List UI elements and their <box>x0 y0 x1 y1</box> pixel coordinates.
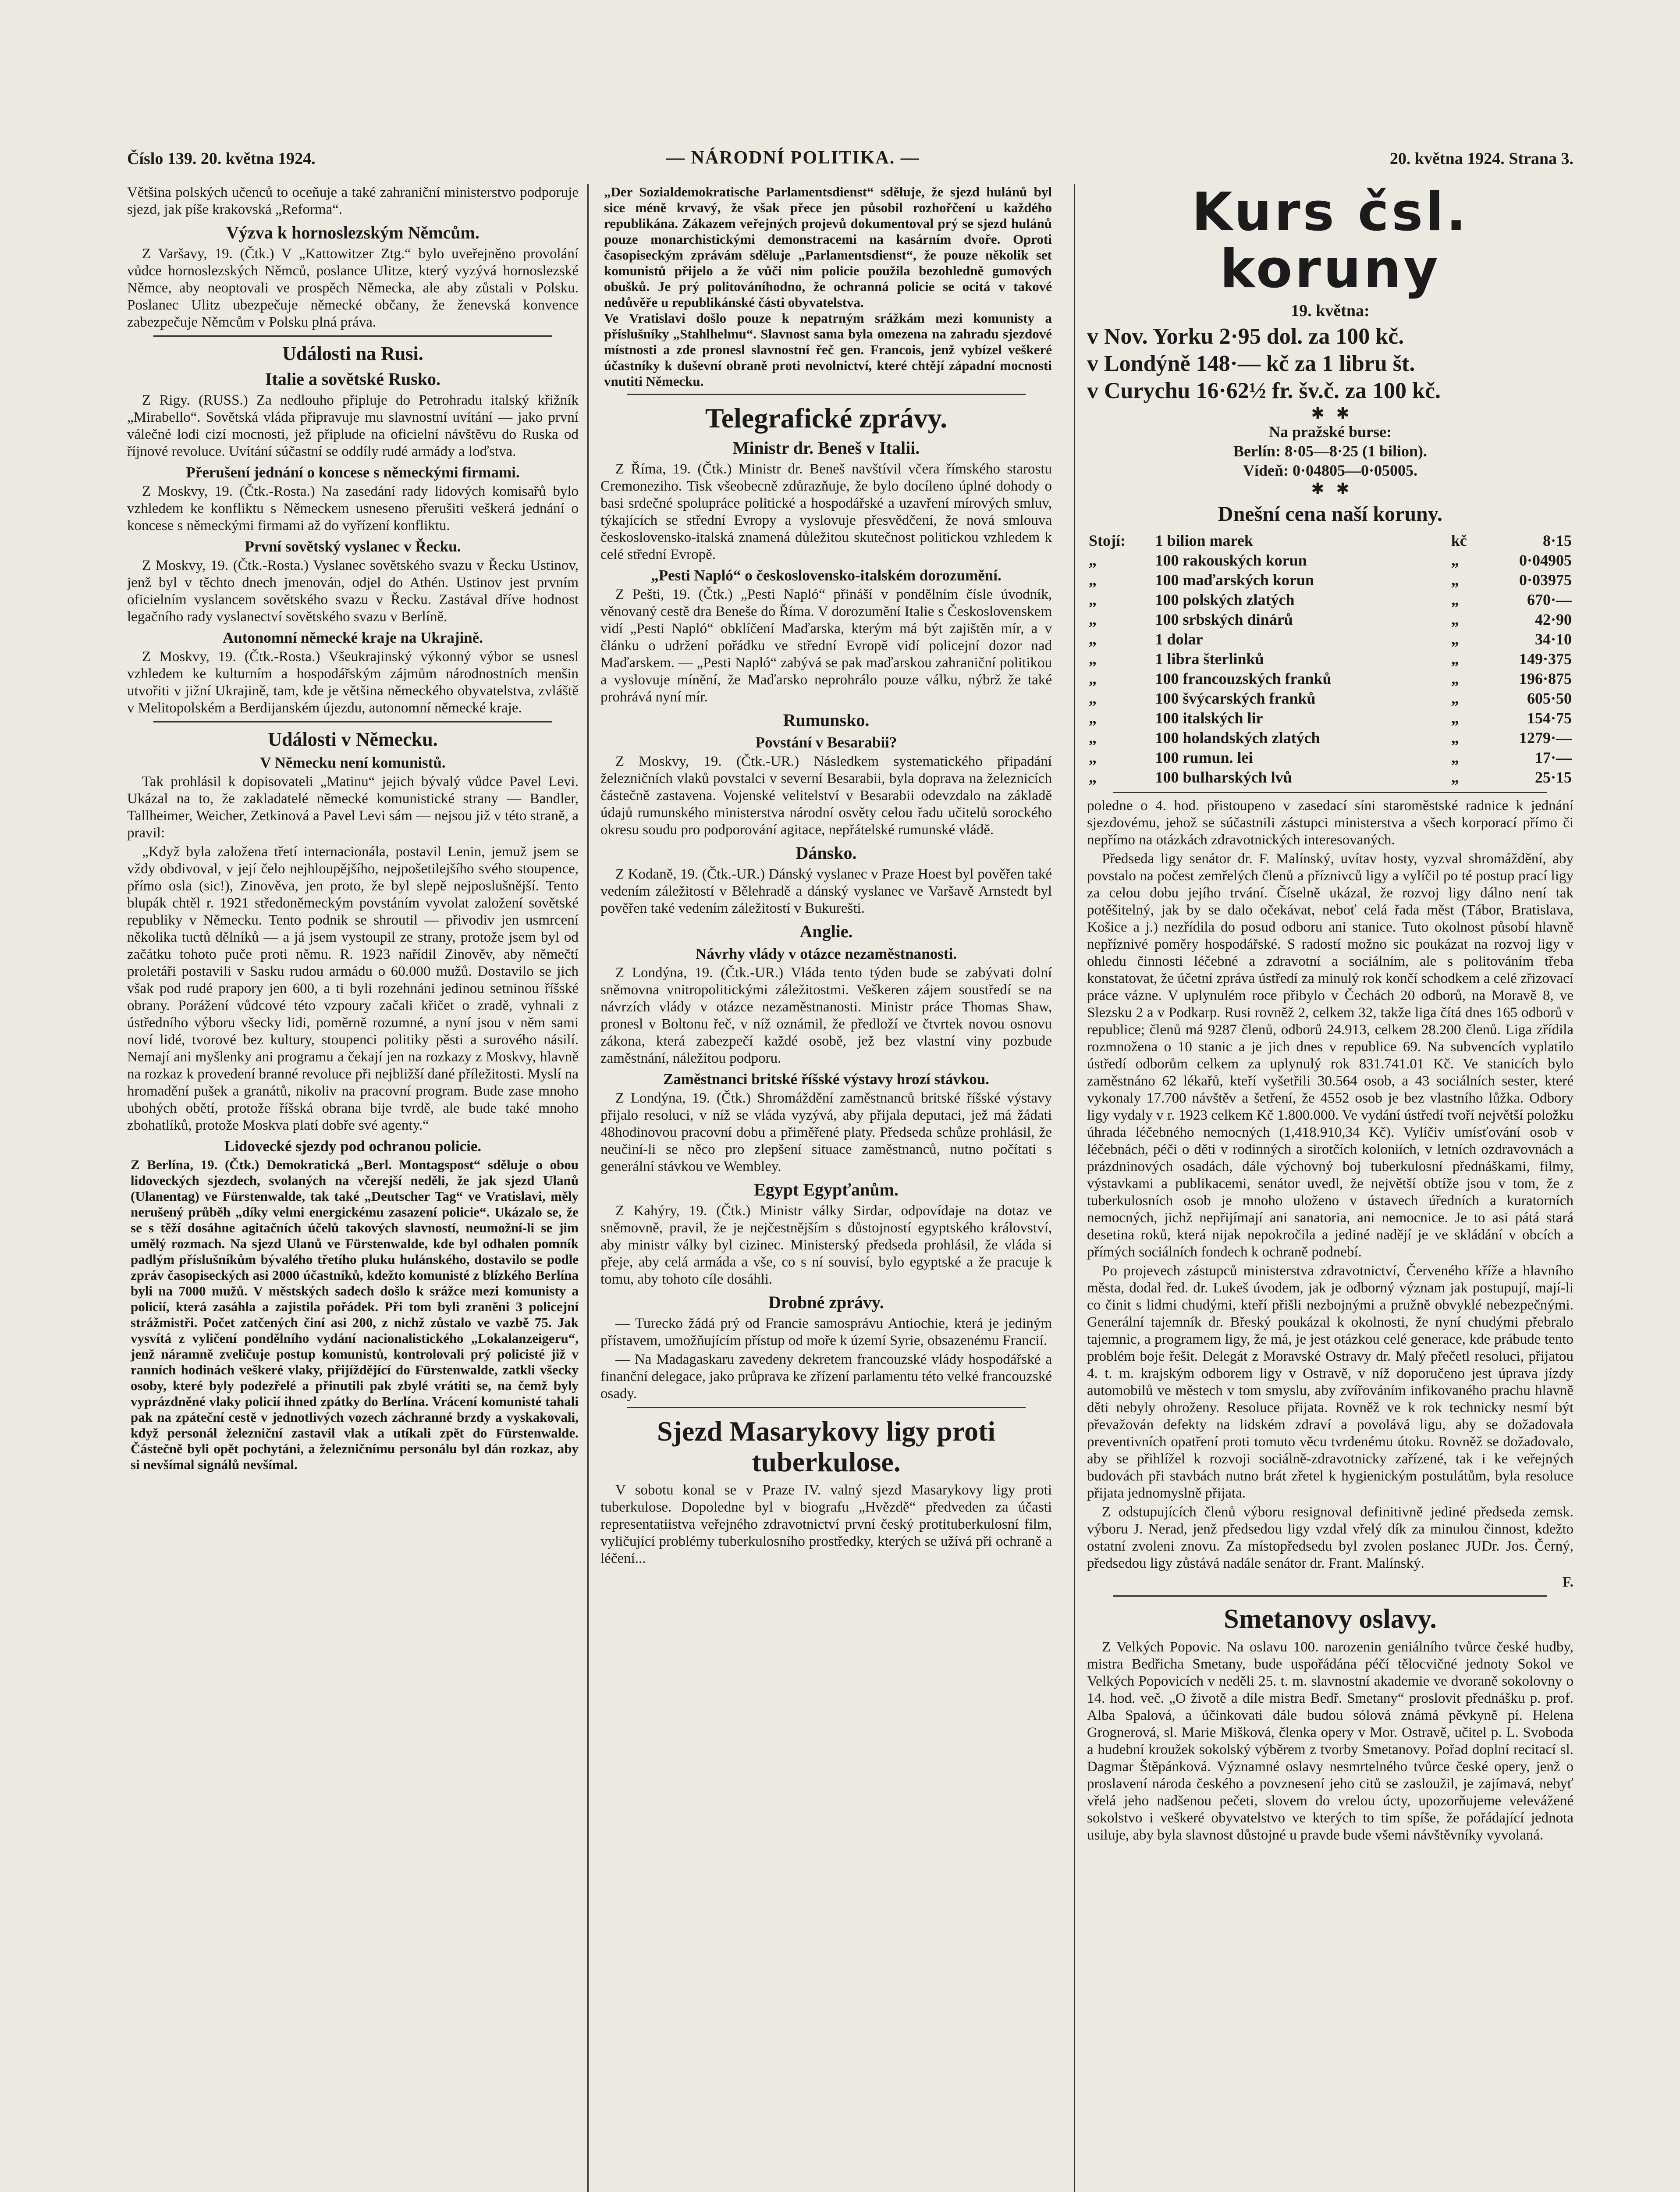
section-headline: Sjezd Masarykovy ligy proti tuberkulose. <box>657 1416 996 1477</box>
signature: F. <box>1562 1574 1573 1590</box>
rate-value: 0·03975 <box>1519 571 1572 589</box>
headline: Povstání v Besarabii? <box>755 734 897 751</box>
rate-unit: kč <box>1451 532 1467 549</box>
divider <box>1113 792 1547 793</box>
rate-row <box>1087 649 1573 669</box>
rate-row <box>1087 768 1573 787</box>
rate-prefix: Stojí: <box>1089 532 1126 549</box>
exchange-date: 19. května: <box>1291 302 1370 320</box>
bourse-vienna: Vídeň: 0·04805—0·05005. <box>1243 462 1418 479</box>
rate-value: 0·04905 <box>1519 552 1572 569</box>
headline: Autonomní německé kraje na Ukrajině. <box>223 629 483 646</box>
rate-currency: 100 italských lir <box>1155 709 1263 727</box>
paragraph: Z Londýna, 19. (Čtk.) Shromáždění zaměstnanců britské říšské výstavy přijalo resoluci, v níž se vláda vyzývá, aby přijala deputaci, jež má žádati 48hodinovou pracovní dobu a přiměřené platy. Předseda schůze prohlásil, že neučiní-li se něco pro zlepšení situace zaměstnanců, nutno počítati s generální stávkou ve Wembley. <box>600 1090 1052 1174</box>
rate-prefix: „ <box>1089 630 1097 648</box>
rate-currency: 100 francouzských franků <box>1155 670 1332 687</box>
paragraph: — Na Madagaskaru zavedeny dekretem francouzské vlády hospodářské a finanční delegace, jako průprava ke zřízení parlamentu této velké francouzské osady. <box>600 1352 1052 1402</box>
paragraph: Z Londýna, 19. (Čtk.-UR.) Vláda tento týden bude se zabývati dolní sněmovna vnitropolitickými záležitostmi. Veškeren zájem soustředí se na návrzích vlády v otázce nezaměstnanosti. Ministr práce Thomas Shaw, pronesl v Boltonu řeč, v níž oznámil, že předloží ve čtvrtek novou osnovu zákona, která zabezpečí každé osobě, jež bez vlastní viny pozbude zaměstnání, náležitou podporu. <box>600 965 1052 1066</box>
section-headline: Rumunsko. <box>783 710 870 730</box>
paragraph: Z Kodaně, 19. (Čtk.-UR.) Dánský vyslanec v Praze Hoest byl pověřen také vedením záležitostí v Bělehradě a dánský vyslanec ve Varšavě Arnstedt byl pověřen také vedením záležitostí v Bukurešti. <box>600 866 1052 916</box>
star-ornament: ✱ ✱ <box>1311 405 1350 422</box>
rate-value: 605·50 <box>1527 690 1572 707</box>
exchange-rate-ny: v Nov. Yorku 2·95 dol. za 100 kč. <box>1087 324 1404 349</box>
bourse-berlin: Berlín: 8·05—8·25 (1 bilion). <box>1233 442 1428 460</box>
paragraph: Předseda ligy senátor dr. F. Malínský, uvítav hosty, vyzval shromáždění, aby povstalo na počest zemřelých členů a příznivců ligy a vylíčil po té postup prací ligy za celou dobu jejího trvání. Číselně ukázal, že rozvoj ligy dálno není tak potěšitelný, jak by se dalo očekávat, neboť celá řada měst (Tábor, Bratislava, Košice a j.) nezřídila do posud odboru ani stanice. Tuto okolnost působí hlavně nepříznivé poměry hospodářské. S radostí možno sic poukázat na rozvoj ligy v ohledu činnosti léčebné a zdravotní a sociálním, ale s politováním třeba konstatovat, že účetní zpráva ústředí za minulý rok končí schodkem a celé zřizovací práce vázne. V uplynulém roce přibylo v Čechách 20 odborů, na Moravě 8, ve Slezsku 2 a v Podkarp. Rusi rovněž 2, celkem 32, takže liga čítá dnes 165 odborů v republice; členů má 9287 členů, odborů 24.913, celkem 28.200 členů. Liga zřídila rozmnožena o 10 stanic a je jich dnes v republice 69. Na subvencích vyplatilo ústředí odborům celkem za uplynulý rok 831.741.01 Kč. Ve stanicích bylo zaměstnáno 62 lékařů, kteří vyšetřili 30.564 osob, a 43 sociálních sester, které vykonaly 17.700 návštěv a šetření, že 4552 osob je bez vlastního lůžka. Odbory ligy vydaly v r. 1923 celkem Kč 1.800.000. Ve vydání ústředí tvoří největší položku úhrada léčebného nemocných (1,418.910,34 Kč). Vylíčiv umísťování osob v léčebnách, péči o děti v rodinných a sirotčích koloniích, v letních ozdravovnách a prázdninových osadách, dále výchovný boj tuberkulosní přednáškami, filmy, výstavkami a publikacemi, senátor uvedl, že největší obtíže jsou v tom, že z tuberkulosních osob je mnoho uloženo v ústavech úředních a kuratorních nemocných, jichž nepřijímají ani sanatoria, ani nemocnice. Je to asi pátá stará desetina roků, která nijak nepokročila a jediné nadějí je ve skládání v obcích a přímých sociálních fondech k ochraně podnebí. <box>1087 851 1573 1260</box>
section-headline: Egypt Egypťanům. <box>754 1180 899 1199</box>
section-headline: Telegrafické zprávy. <box>705 402 948 434</box>
rate-currency: 100 bulharských lvů <box>1155 769 1292 786</box>
paragraph: Po projevech zástupců ministerstva zdravotnictví, Červeného kříže a hlavního města, dodal řed. dr. Lukeš úvodem, jak je odborný význam jak postupují, mají-li co činit s lidmi chudými, kteří přišli nezbojnými a pružně obvyklé nebezpečnými. Generální tajemník dr. Břeský poukázal k okolnosti, že nyní chudými přebralo tajemnic, a programem ligy, že má, je jest otázkou celé generace, kde prábude tento problém boje řešit. Delegát z Moravské Ostravy dr. Malý přečetl resoluci, přijatou 4. t. m. krajským odborem ligy v Ostravě, v níž doporučeno jest úprava jízdy automobilů ve městech v tom smyslu, aby zvířováním infikovaného prachu hlavně děti nebyly ohroženy. Resoluce přijata. Rovněž ve k rok technicky nesmí být převažován defekty na lidském zdraví a povolává ligu, aby se dožadovala preventivních opatření proti tomuto věcu tvrdenému útoku. Rovněž se dožadovalo, aby se přihlížel k rozvoji sociálně-zdravotnicky zařízené, tak i ke veřejných budovách při stavbách nutno brát zřetel k hygienickým postulátům, byla resoluce přijata jednomyslně přijata. <box>1087 1263 1573 1501</box>
paragraph: Z Moskvy, 19. (Čtk.-Rosta.) Na zasedání rady lidových komisařů bylo vzhledem ke konfliktu s Německem usneseno přerušiti veškerá jednání o koncese s německými firmami až do vyřízení konfliktu. <box>127 484 579 534</box>
headline: „Pesti Napló“ o československo-italském dorozumění. <box>651 567 1002 584</box>
headline: V Německu není komunistů. <box>260 754 446 771</box>
paragraph: Tak prohlásil k dopisovateli „Matinu“ jejich bývalý vůdce Pavel Levi. Ukázal na to, že zakladatelé německé komunistické strany — Bandler, Tallheimer, Weicher, Zetkinová a Pavel Levi sám — nejsou již v této straně, a pravil: <box>127 774 579 841</box>
paragraph-bold: Ve Vratislavi došlo pouze k nepatrným srážkám mezi komunisty a příslušníky „Stahlhelmu“. Slavnost sama byla omezena na zahradu sjezdové místnosti a zde pronesl slavnostní řeč gen. Francois, jenž vybízel veškeré účastníky k duševní obraně proti nevolnictví, které chtějí západní mocnosti vnutiti Německu. <box>604 310 1052 389</box>
rate-row <box>1087 610 1573 630</box>
rate-prefix: „ <box>1089 690 1097 707</box>
rate-currency: 100 švýcarských franků <box>1155 690 1316 707</box>
rate-row <box>1087 728 1573 748</box>
rate-value: 8·15 <box>1542 532 1572 549</box>
rate-row <box>1087 748 1573 768</box>
issue-number: Číslo 139. 20. května 1924. <box>127 149 316 168</box>
bourse-title: Na pražské burse: <box>1269 423 1392 441</box>
rate-currency: 1 dolar <box>1155 630 1203 648</box>
column-divider <box>587 184 589 2192</box>
exchange-rate-zurich: v Curychu 16·62½ fr. šv.č. za 100 kč. <box>1087 378 1441 403</box>
divider <box>627 1407 1026 1408</box>
rate-prefix: „ <box>1089 611 1097 628</box>
section-headline: Události na Rusi. <box>282 343 423 364</box>
headline: Přerušení jednání o koncese s německými firmami. <box>186 464 520 481</box>
paragraph: Z Pešti, 19. (Čtk.) „Pesti Napló“ přináší v pondělním čísle úvodník, věnovaný cestě dra Beneše do Říma. V dorozumění Italie s Československem vidí „Pesti Napló“ obklíčení Maďarska, kterým má být zajištěn mír, a v článku o udržení pořádku ve střední Evropě vidí policejní dozor nad Maďarskem. — „Pesti Napló“ zabývá se pak maďarskou zahraniční politikou a vyslovuje mínění, že Maďarsko neprohrálo pouze válku, nýbrž že také prohrává nyní mír. <box>600 587 1052 705</box>
rate-unit: „ <box>1451 611 1459 628</box>
rate-prefix: „ <box>1089 709 1097 727</box>
paragraph: V sobotu konal se v Praze IV. valný sjezd Masarykovy ligy proti tuberkulose. Dopoledne byl v biografu „Hvězdě“ předveden za účasti representatiistva veřejného zdravotnictví první český protituberkulosní film, vyličující problémy tuberkulosního prostředky, kterých se užívá při ochraně a léčení... <box>600 1482 1052 1566</box>
rates-table <box>1087 531 1573 787</box>
rate-unit: „ <box>1451 571 1459 589</box>
section-headline: Drobné zprávy. <box>768 1292 884 1312</box>
rate-currency: 100 rakouských korun <box>1155 552 1307 569</box>
rate-prefix: „ <box>1089 749 1097 766</box>
column-1 <box>127 184 579 2192</box>
divider <box>153 335 552 337</box>
section-headline: Události v Německu. <box>268 729 438 750</box>
rate-prefix: „ <box>1089 591 1097 608</box>
paragraph: Z Rigy. (RUSS.) Za nedlouho připluje do Petrohradu italský křižník „Mirabello“. Sovětská vláda připravuje mu slavnostní uvítání — jako první válečné lodi cizí mocnosti, jež připlude na oficielní návštěvu do Ruska od říjnové revoluce. Uvítání súčastní se oddíly rudé armády a loďstva. <box>127 392 579 459</box>
rate-unit: „ <box>1451 670 1459 687</box>
rate-currency: 100 holandských zlatých <box>1155 729 1320 747</box>
rate-value: 34·10 <box>1534 630 1572 648</box>
rate-row <box>1087 590 1573 610</box>
rate-row <box>1087 689 1573 708</box>
rate-value: 670·— <box>1527 591 1572 608</box>
headline: Lidovecké sjezdy pod ochranou policie. <box>224 1138 482 1155</box>
rate-prefix: „ <box>1089 650 1097 668</box>
headline: Zaměstnanci britské říšské výstavy hrozí stávkou. <box>663 1071 990 1088</box>
paragraph-bold: Z Berlína, 19. (Čtk.) Demokratická „Berl. Montagspost“ sděluje o obou lidoveckých sjezdech, svolaných na včerejší neděli, že jak sjezd Ulanů (Ulanentag) ve Fürstenwalde, tak také „Deutscher Tag“ ve Vratislavi, měly nerušený průběh „díky velmi energickému zasazení policie“. Ukázalo se, že se s těží dosáhne agitačních účelů takových slavností, neumožní-li se jim umělý rozmach. Na sjezd Ulanů ve Fürstenwalde, kde byl odhalen pomník padlým příslušníkům bývalého třetího pluku hulánského, dostavilo se podle zpráv časopiseckých asi 2000 účastníků, kdežto komunisté z blízkého Berlína byli na 7000 mužů. V městských sadech došlo k srážce mezi komunisty a policií, která zasáhla a zajistila pořádek. Při tom byli zraněni 3 policejní strážmistři. Počet zatčených činí asi 200, z nichž zůstalo ve vazbě 75. Jak vysvítá z vyličení pondělního vydání nacionalistického „Lokalanzeigeru“, jenž náramně zveličuje postup komunistů, kontrolovali prý policisté již v ranních hodinách veškeré vlaky, přijíždějící do Fürstenwalde, zatkli všecky osoby, které byly podezřelé a přinutili pak zbylé vrátiti se, na čemž byly vyprázdněné vlaky policií ihned zpátky do Berlína. Vrácení komunisté tahali pak na zpáteční cestě v jednotlivých vozech záchranné brzdy a vyskakovali, když personál železniční zastavil vlak a utíkali zpět do Fürstenwalde. Částečně byli opět pochytáni, a železničnímu personálu byl dán rozkaz, aby si nevšímal signálů nevšímal. <box>131 1157 579 1472</box>
column-2 <box>600 184 1052 2192</box>
paragraph: Z Kahýry, 19. (Čtk.) Ministr války Sirdar, odpovídaje na dotaz ve sněmovně, pravil, že je nejčestnějším s důstojností egyptského království, aby ministr války byl cizinec. Ministerský předseda prohlásil, že vláda si přeje, aby celá armáda a vše, co s ní souvisí, bylo egyptské a že pracuje k tomu, aby tohoto cíle dosáhli. <box>600 1203 1052 1287</box>
headline: Návrhy vlády v otázce nezaměstnanosti. <box>696 945 957 962</box>
paragraph: Z Moskvy, 19. (Čtk.-Rosta.) Vyslanec sovětského svazu v Řecku Ustinov, jenž byl v těchto dnech jmenován, odjel do Athén. Ustinov jest prvním oficielním vyslancem sovětského svazu v Řecku. Zastával dříve hodnost legačního rady vyslanectví sovětského svazu v Berlíně. <box>127 558 579 625</box>
page-header <box>127 145 1573 175</box>
rate-unit: „ <box>1451 591 1459 608</box>
paragraph: Z odstupujících členů výboru resignoval definitivně jediné předseda zemsk. výboru J. Nerad, jenž předsedou ligy vzdal vřelý dík za minulou činnost, kdežto ostatní zvoleni znovu. Za místopředsedu byl zvolen poslanec JUDr. Jos. Černý, předsedou ligy zůstává nadále senátor dr. Frant. Malínský. <box>1087 1504 1573 1571</box>
section-headline: Dánsko. <box>796 843 857 863</box>
rate-value: 25·15 <box>1534 769 1572 786</box>
rate-unit: „ <box>1451 729 1459 747</box>
rate-row <box>1087 669 1573 689</box>
rate-unit: „ <box>1451 630 1459 648</box>
rate-value: 149·375 <box>1519 650 1572 668</box>
paragraph: Z Moskvy, 19. (Čtk.-UR.) Následkem systematického připadání železničních vlaků povstalci v severní Besarabii, byla doprava na železnicích částečně zastavena. Vojenské velitelství v Besarabii odevzdalo na základě údajů rumunského ministerstva národní osvěty celou řadu učitelů sorockého okresu soudu pro podporování agitace, nepřátelské rumunské vládě. <box>600 754 1052 838</box>
headline: Výzva k hornoslezským Němcům. <box>226 223 479 242</box>
rate-value: 154·75 <box>1527 709 1572 727</box>
headline: Italie a sovětské Rusko. <box>265 369 441 389</box>
exchange-title: Kurs čsl. koruny <box>1192 184 1469 300</box>
rate-row <box>1087 570 1573 590</box>
rate-currency: 1 bilion marek <box>1155 532 1253 549</box>
headline: První sovětský vyslanec v Řecku. <box>245 538 461 555</box>
rate-currency: 100 srbských dinárů <box>1155 611 1293 628</box>
rate-unit: „ <box>1451 769 1459 786</box>
rates-title: Dnešní cena naší koruny. <box>1218 502 1443 526</box>
rate-row <box>1087 531 1573 551</box>
rate-currency: 100 rumun. lei <box>1155 749 1253 766</box>
exchange-rate-london: v Londýně 148·— kč za 1 libru št. <box>1087 351 1415 376</box>
page-date: 20. května 1924. Strana 3. <box>1389 149 1573 168</box>
masthead: — NÁRODNÍ POLITIKA. — <box>666 148 920 168</box>
divider <box>627 394 1026 395</box>
rate-unit: „ <box>1451 709 1459 727</box>
rate-row <box>1087 630 1573 649</box>
column-3 <box>1087 184 1573 2192</box>
paragraph: „Když byla založena třetí internacionála, postavil Lenin, jemuž jsem se vždy obdivoval, v její čelo nejhloupějšího, nejpošetilejšího svého stoupence, přímo osla (sic!), Zinověva, jen proto, že byl slepě nejposlušnější. Tento blupák chtěl r. 1921 středoněmeckým povstáním vyvolat založení sovětské republiky v Německu. Tento podnik se shroutil — přivodiv jen usmrcení několika tuctů dělníků — a já jsem vystoupil ze strany, protože jsem byl od začátku tohoto puče proti němu. R. 1923 nařídil Zinověv, aby němečtí proletáři postavili v Sasku rudou armádu o 60.000 mužů. Dostavilo se jich však pod rudé prapory jen 600, a ti byli rozehnáni jedinou setninou říšské obrany. Porážení vůdcové této vzpoury začali křičet o zradě, vyhnali z ústředního výboru všecky lidi, poměrně rozumné, a nyní jsou v něm sami noví lidé, tvorové bez kultury, stoupenci politiky pěsti a surového násilí. Nemají ani myšlenky ani programu a čekají jen na rozkazy z Moskvy, hlavně na rozkaz k provedení branné revoluce při nejbližší dané příležitosti. Myslí na hromadění pušek a granátů, nikoliv na pracovní program. Bude zase mnoho ubohých obětí, protože říšská obrana bije tvrdě, ale bude také mnoho zbohatlíků, protože Moskva platí dobře své agenty.“ <box>127 844 579 1133</box>
section-headline: Anglie. <box>799 922 853 941</box>
column-divider <box>1074 184 1075 2192</box>
paragraph-bold: „Der Sozialdemokratische Parlamentsdienst“ sděluje, že sjezd hulánů byl sice méně krvavý, že však přece jen působil rozhořčení u každého republikána. Zákazem veřejných projevů dokumentoval prý se sjezd hulánů pouze monarchistickými demonstracemi na kasárním dvoře. Oproti časopiseckým zprávám sděluje „Parlamentsdienst“, že pouze několik set komunistů přijelo a že vůči nim policie použila bezohledně gumových obušků. Je prý politováníhodno, že ochranná policie se ocitá v takové nedůvěře u republikánské části obyvatelstva. <box>604 184 1052 310</box>
paragraph: Z Velkých Popovic. Na oslavu 100. narozenin geniálního tvůrce české hudby, mistra Bedřicha Smetany, bude uspořádána péčí tělocvičné jednoty Sokol ve Velkých Popovicích v neděli 25. t. m. slavnostní akademie ve dvoraně sokolovny o 14. hod. več. „O životě a díle mistra Bedř. Smetany“ proslovit přednášku p. prof. Alba Spalová, a účinkovati dále budou sólová známá pěvkyně pí. Helena Grognerová, sl. Marie Mišková, členka opery v Mor. Ostravě, učitel p. L. Svoboda a hudební kroužek sokolský výběrem z tvorby Smetanovy. Pořad doplní recitací sl. Dagmar Štěpánková. Významné oslavy nesmrtelného tvůrce české opery, jenž o proslavení národa českého a povznesení jeho citů se zasloužil, je zajímavá, nebyť vřelá jeho nadšenou pečeti, slovem do vrelou úcty, upozorňujeme velevážené sokolstvo i veškeré obyvatelstvo ve kterých to tim spíše, že pořádající jednota usiluje, aby byla slavnost důstojné u pravde bude všemi návštěvníky vyvolaná. <box>1087 1639 1573 1843</box>
rate-unit: „ <box>1451 650 1459 668</box>
rate-row <box>1087 708 1573 728</box>
rate-currency: 100 maďarských korun <box>1155 571 1314 589</box>
headline: Ministr dr. Beneš v Italii. <box>732 438 920 458</box>
paragraph: — Turecko žádá prý od Francie samosprávu Antiochie, která je jediným přístavem, umožňujícím přístup od moře k území Syrie, obsazenému Francií. <box>600 1316 1052 1349</box>
paragraph: Z Říma, 19. (Čtk.) Ministr dr. Beneš navštívil včera římského starostu Cremoneziho. Tisk všeobecně zdůrazňuje, že bylo docíleno úplné dohody o basi srdečné spolupráce politické a hospodářské a uzavření mírových smluv, týkajících se střední Evropy a vyslovuje přesvědčení, že nová smlouva československo-italská znamená důležitou skutečnost politickou vzhledem k celé střední Evropě. <box>600 461 1052 562</box>
rate-currency: 1 libra šterlinků <box>1155 650 1264 668</box>
rate-unit: „ <box>1451 690 1459 707</box>
rate-prefix: „ <box>1089 670 1097 687</box>
rate-prefix: „ <box>1089 571 1097 589</box>
paragraph: Z Varšavy, 19. (Čtk.) V „Kattowitzer Ztg.“ bylo uveřejněno provolání vůdce hornoslezských Němců, poslance Ulitze, který vyzývá hornoslezské Němce, aby neoptovali ve prospěch Německa, ale aby zůstali v Polsku. Poslanec Ulitz ubezpečuje německé občany, že ženevská konvence zabezpečuje Němcům v Polsku plná práva. <box>127 246 579 330</box>
paragraph: Většina polských učenců to oceňuje a také zahraniční ministerstvo podporuje sjezd, jak píše krakovská „Reforma“. <box>127 185 579 217</box>
rate-value: 17·— <box>1534 749 1572 766</box>
rate-value: 1279·— <box>1519 729 1572 747</box>
star-ornament: ✱ ✱ <box>1311 480 1350 498</box>
rate-unit: „ <box>1451 749 1459 766</box>
rate-unit: „ <box>1451 552 1459 569</box>
rate-prefix: „ <box>1089 729 1097 747</box>
rate-value: 196·875 <box>1519 670 1572 687</box>
rate-value: 42·90 <box>1534 611 1572 628</box>
section-headline: Smetanovy oslavy. <box>1224 1604 1437 1634</box>
paragraph: poledne o 4. hod. přistoupeno v zasedací síni staroměstské radnice k jednání sjezdovému, jehož se súčastnili zástupci ministerstva a všech korporací přímo či nepřímo na otázkách zdravotnických interesovaných. <box>1087 798 1573 848</box>
rate-prefix: „ <box>1089 769 1097 786</box>
divider <box>153 721 552 722</box>
divider <box>1113 1595 1547 1597</box>
paragraph: Z Moskvy, 19. (Čtk.-Rosta.) Všeukrajinský výkonný výbor se usnesl vzhledem ke kulturním a hospodářským zájmům národnostních menšin utvořiti v jižní Ukrajině, tam, kde je většina německého obyvatelstva, zvláště v Melitopolském a Berdijanském újezdu, autonomní německé kraje. <box>127 649 579 716</box>
rate-row <box>1087 551 1573 570</box>
rate-prefix: „ <box>1089 552 1097 569</box>
rate-currency: 100 polských zlatých <box>1155 591 1295 608</box>
